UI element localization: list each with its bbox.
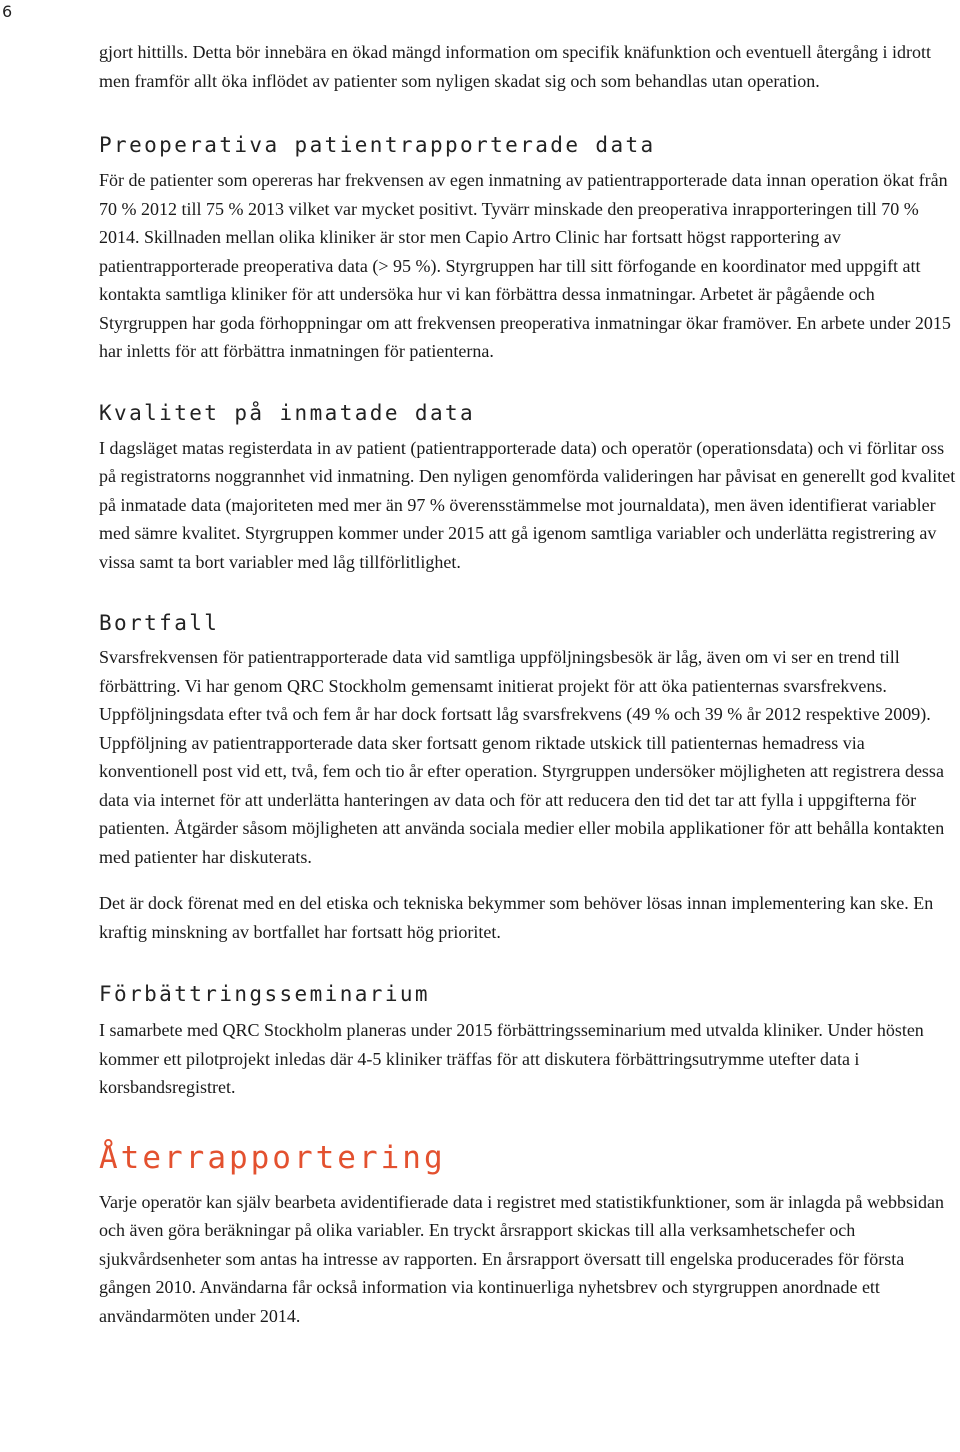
section-dropout (99, 609, 959, 946)
section-data-quality (99, 399, 959, 577)
section-paragraph: Svarsfrekvensen för patientrapporterade data vid samtliga uppföljningsbesök är låg, även om vi ser en trend till förbättring. Vi har genom QRC Stockholm gemensamt initierat projekt för att öka patienternas svarsfrekvens. Uppföljningsdata efter två och fem år har dock fortsatt låg svarsfrekvens (49 % och 39 % år 2012 respektive 2009). Uppföljning av patientrapporterade data sker fortsatt genom riktade utskick till patienternas hemadress via konventionell post vid ett, två, fem och tio år efter operation. Styrgruppen undersöker möjligheten att registrera dessa data via internet för att underlätta hanteringen av data och för att reducera den tid det tar att fylla i uppgifterna för patienten. Åtgärder såsom möjligheten att använda sociala medier eller mobila applikationer för att behålla kontakten med patienter har diskuterats. (99, 647, 945, 867)
section-heading-data-quality: Kvalitet på inmatade data (99, 400, 476, 425)
document-body (99, 38, 959, 1330)
section-preoperative-data (99, 131, 959, 366)
section-heading-feedback-reporting: Återrapportering (99, 1139, 446, 1176)
section-heading-dropout: Bortfall (99, 611, 220, 635)
section-paragraph: Varje operatör kan själv bearbeta avidentifierade data i registret med statistikfunktioner, som är inlagda på webbsidan och även göra beräkningar på olika variabler. En tryckt årsrapport skickas till alla verksamhetschefer och sjukvårdsenheter som antas ha intresse av rapporten. En årsrapport översatt till engelska producerades för första gången 2010. Användarna får också information via kontinuerliga nyhetsbrev och styrgruppen anordnade ett användarmöten under 2014. (99, 1191, 944, 1326)
section-feedback-reporting (99, 1138, 959, 1331)
section-paragraph: Det är dock förenat med en del etiska och tekniska bekymmer som behöver lösas innan implementering kan ske. En kraftig minskning av bortfallet har fortsatt hög prioritet. (99, 893, 934, 942)
section-heading-preoperative-data: Preoperativa patientrapporterade data (99, 133, 656, 157)
page-number: 6 (2, 2, 13, 21)
section-paragraph: För de patienter som opereras har frekvensen av egen inmatning av patientrapporterade data innan operation ökat från 70 % 2012 till 75 % 2013 vilket var mycket positivt. Tyvärr minskade den preoperativa inrapporteringen till 70 % 2014. Skillnaden mellan olika kliniker är stor men Capio Artro Clinic har fortsatt högst rapportering av patientrapporterade preoperativa data (> 95 %). Styrgruppen har till sitt förfogande en koordinator med uppgift att kontakta samtliga kliniker för att undersöka hur vi kan förbättra dessa inmatningar. Arbetet är pågående och Styrgruppen har goda förhoppningar om att frekvensen preoperativa inmatningar ökar framöver. En arbete under 2015 har inletts för att förbättra inmatningen för patienterna. (99, 170, 951, 361)
section-improvement-seminar (99, 980, 959, 1102)
section-heading-improvement-seminar: Förbättringsseminarium (99, 982, 430, 1006)
section-paragraph: I dagsläget matas registerdata in av patient (patientrapporterade data) och operatör (operationsdata) och vi förlitar oss på registratorns noggrannhet vid inmatning. Den nyligen genomförda valideringen har påvisat en generellt god kvalitet på inmatade data (majoriteten med mer än 97 % överensstämmelse mot journaldata), men även identifierat variabler med sämre kvalitet. Styrgruppen kommer under 2015 att gå igenom samtliga variabler och underlätta registrering av vissa samt ta bort variabler med låg tillförlitlighet. (99, 437, 956, 572)
section-paragraph: I samarbete med QRC Stockholm planeras under 2015 förbättringsseminarium med utvalda kliniker. Under hösten kommer ett pilotprojekt inledas där 4-5 kliniker träffas för att diskutera förbättringsutrymme utefter data i korsbandsregistret. (99, 1020, 924, 1097)
intro-paragraph: gjort hittills. Detta bör innebära en ökad mängd information om specifik knäfunktion och eventuell återgång i idrott men framför allt öka inflödet av patienter som nyligen skadat sig och som behandlas utan operation. (99, 42, 931, 91)
